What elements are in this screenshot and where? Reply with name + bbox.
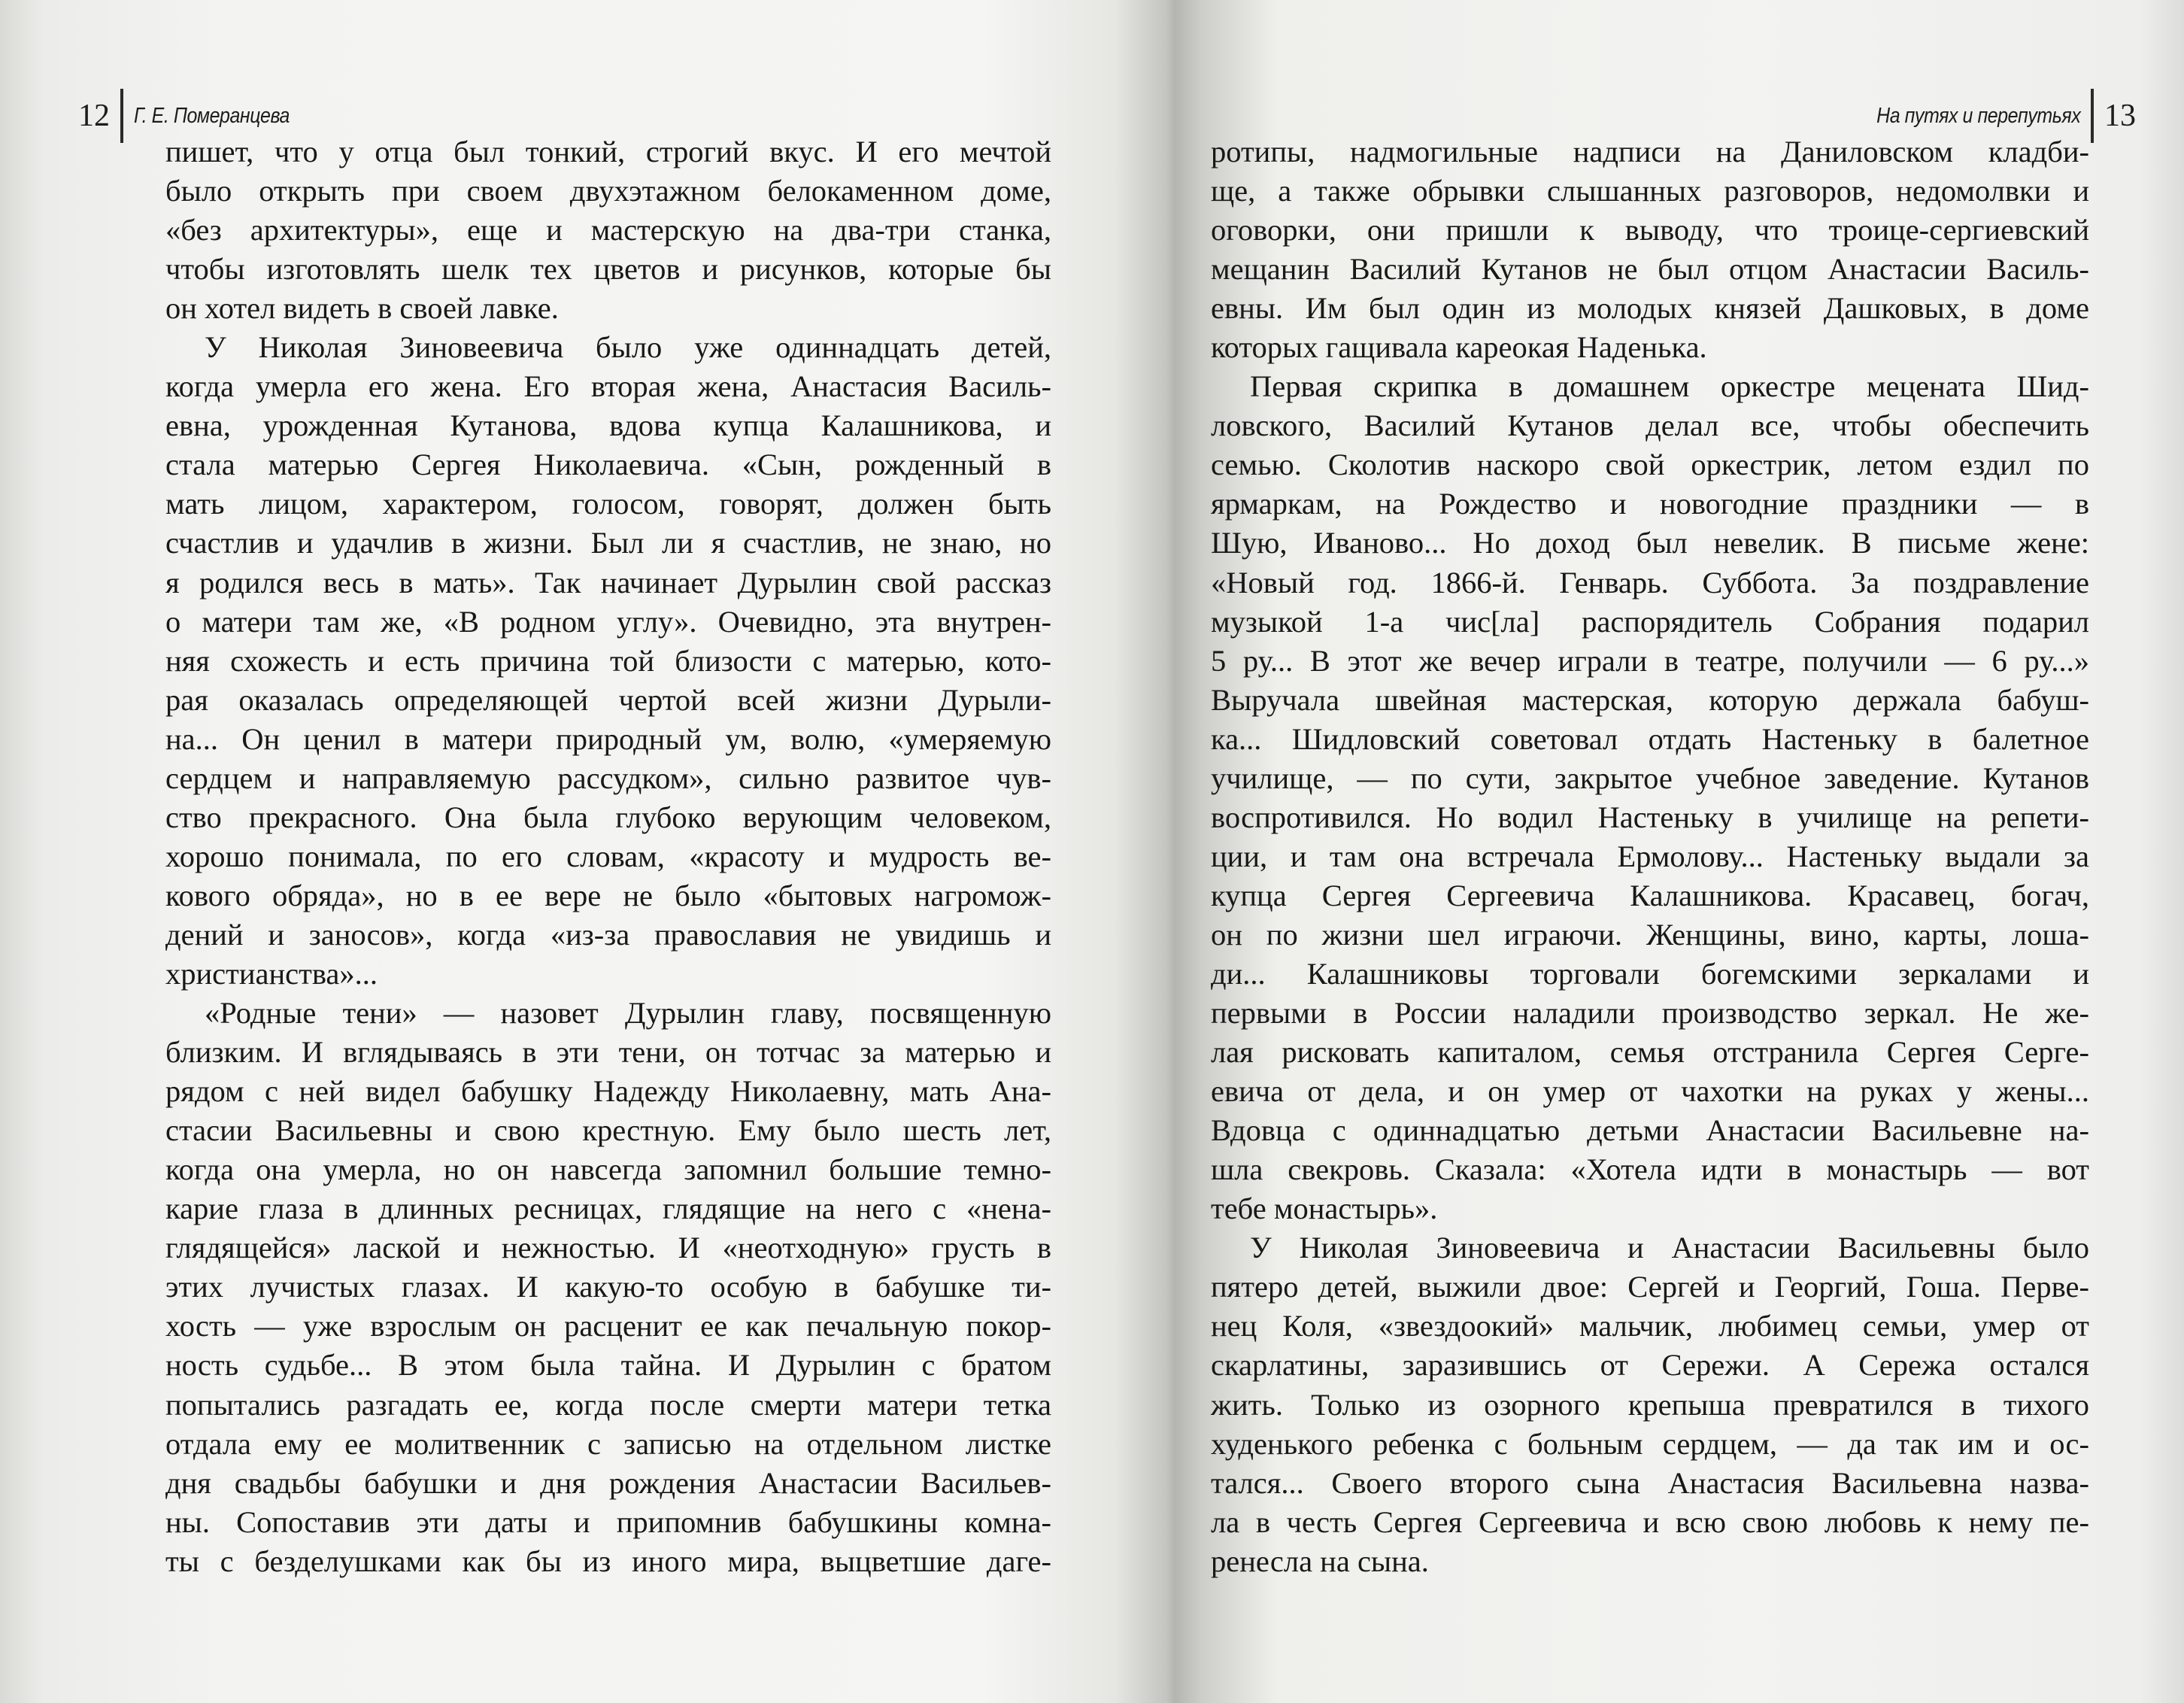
text-line: хорошо понимала, по его словам, «красоту и мудрость ве- <box>165 839 1051 873</box>
text-line: «Новый год. 1866-й. Генварь. Суббота. За поздравление <box>1211 565 2089 600</box>
right-running-head-title: На путях и перепутьях <box>1876 103 2080 128</box>
left-head-rule <box>120 89 123 143</box>
text-line: «Родные тени» — назовет Дурылин главу, посвященную <box>205 996 1051 1031</box>
text-line: кового обряда», но в ее вере не было «бытовых нагромож- <box>165 878 1051 912</box>
text-line: пишет, что у отца был тонкий, строгий вкус. И его мечтой <box>165 135 1051 168</box>
text-line: он хотел видеть в своей лавке. <box>165 291 559 326</box>
text-line: воспротивился. Но водил Настеньку в училище на репети- <box>1211 800 2089 834</box>
text-line: о матери там же, «В родном углу». Очевидно, эта внутрен- <box>165 604 1051 639</box>
text-line: ди... Калашниковы торговали богемскими зеркалами и <box>1211 956 2089 991</box>
right-page-number: 13 <box>2104 99 2136 133</box>
text-line: нец Коля, «звездоокий» мальчик, любимец семьи, умер от <box>1211 1309 2089 1343</box>
text-line: тебе монастырь». <box>1211 1191 1438 1226</box>
text-line: когда умерла его жена. Его вторая жена, Анастасия Василь- <box>165 369 1051 404</box>
text-line: сердцем и направляемую рассудком», сильно развитое чув- <box>165 760 1051 795</box>
text-line: ка... Шидловский советовал отдать Настеньку в балетное <box>1211 721 2089 756</box>
left-page-body-text <box>165 132 1051 1581</box>
text-line: стала матерью Сергея Николаевича. «Сын, рожденный в <box>165 448 1051 482</box>
text-line: Шую, Иваново... Но доход был невелик. В письме жене: <box>1211 526 2089 560</box>
text-line: счастлив и удачлив в жизни. Был ли я счастлив, не знаю, но <box>165 526 1051 560</box>
text-line: когда она умерла, но он навсегда запомнил большие темно- <box>165 1152 1051 1187</box>
text-line: было открыть при своем двухэтажном белокаменном доме, <box>165 174 1051 208</box>
text-line: чтобы изготовлять шелк тех цветов и рисунков, которые бы <box>165 252 1051 287</box>
text-line: ство прекрасного. Она была глубоко верующим человеком, <box>165 800 1051 834</box>
text-line: музыкой 1-а чис[ла] распорядитель Собрания подарил <box>1211 604 2089 639</box>
right-head-rule <box>2091 89 2094 143</box>
text-line: которых гащивала кареокая Наденька. <box>1211 330 1707 365</box>
text-line: дений и заносов», когда «из-за православия не увидишь и <box>165 917 1051 952</box>
text-line: жить. Только из озорного крепыша превратился в тихого <box>1211 1387 2089 1422</box>
text-line: семью. Сколотив наскоро свой оркестрик, летом ездил по <box>1211 448 2089 482</box>
text-line: хость — уже взрослым он расценит ее как печальную покор- <box>165 1309 1051 1343</box>
text-line: лая рисковать капиталом, семья отстранила Сергея Серге- <box>1211 1035 2089 1070</box>
text-line: рядом с ней видел бабушку Надежду Николаевну, мать Ана- <box>165 1074 1051 1109</box>
text-line: ще, а также обрывки слышанных разговоров, недомолвки и <box>1211 174 2089 208</box>
text-line: ции, и там она встречала Ермолову... Настеньку выдали за <box>1211 839 2089 873</box>
text-line: ярмаркам, на Рождество и новогодние праздники — в <box>1211 487 2089 521</box>
text-line: ла в честь Сергея Сергеевича и всю свою любовь к нему пе- <box>1211 1504 2089 1539</box>
text-line: евна, урожденная Кутанова, вдова купца Калашникова, и <box>165 408 1051 443</box>
text-line: карие глаза в длинных ресницах, глядящие на него с «нена- <box>165 1191 1051 1226</box>
text-line: 5 ру... В этот же вечер играли в театре, получили — 6 ру...» <box>1211 643 2089 678</box>
text-line: училище, — по сути, закрытое учебное заведение. Кутанов <box>1211 760 2089 795</box>
text-line: У Николая Зиновеевича было уже одиннадцать детей, <box>205 330 1051 365</box>
text-line: ность судьбе... В этом была тайна. И Дурылин с братом <box>165 1348 1051 1383</box>
text-line: я родился весь в мать». Так начинает Дурылин свой рассказ <box>165 565 1051 600</box>
text-line: отдала ему ее молитвенник с записью на отдельном листке <box>165 1426 1051 1461</box>
text-line: Выручала швейная мастерская, которую держала бабуш- <box>1211 682 2089 717</box>
text-line: оговорки, они пришли к выводу, что троице-сергиевский <box>1211 213 2089 247</box>
text-line: мещанин Василий Кутанов не был отцом Анастасии Василь- <box>1211 252 2089 287</box>
text-line: на... Он ценил в матери природный ум, волю, «умеряемую <box>165 721 1051 756</box>
text-line: мать лицом, характером, голосом, говорят, должен быть <box>165 487 1051 521</box>
text-line: евны. Им был один из молодых князей Дашковых, в доме <box>1211 291 2089 326</box>
text-line: этих лучистых глазах. И какую-то особую в бабушке ти- <box>165 1270 1051 1304</box>
text-line: рая оказалась определяющей чертой всей жизни Дурыли- <box>165 682 1051 717</box>
text-line: первыми в России наладили производство зеркал. Не же- <box>1211 996 2089 1031</box>
text-line: ловского, Василий Кутанов делал все, чтобы обеспечить <box>1211 408 2089 443</box>
text-line: ны. Сопоставив эти даты и припомнив бабушкины комна- <box>165 1504 1051 1539</box>
text-line: Первая скрипка в домашнем оркестре мецената Шид- <box>1250 369 2089 404</box>
left-page-number: 12 <box>78 99 110 133</box>
text-line: шла свекровь. Сказала: «Хотела идти в монастырь — вот <box>1211 1152 2089 1187</box>
text-line: ренесла на сына. <box>1211 1544 1429 1578</box>
text-line: близким. И вглядываясь в эти тени, он тотчас за матерью и <box>165 1035 1051 1070</box>
right-page-body-text <box>1211 132 2089 1581</box>
text-line: «без архитектуры», еще и мастерскую на два-три станка, <box>165 213 1051 247</box>
text-line: попытались разгадать ее, когда после смерти матери тетка <box>165 1387 1051 1422</box>
text-line: Вдовца с одиннадцатью детьми Анастасии Васильевне на- <box>1211 1113 2089 1148</box>
text-line: ты с безделушками как бы из иного мира, выцветшие даге- <box>165 1544 1051 1578</box>
text-line: он по жизни шел играючи. Женщины, вино, карты, лоша- <box>1211 917 2089 952</box>
text-line: дня свадьбы бабушки и дня рождения Анастасии Васильев- <box>165 1465 1051 1500</box>
text-line: ротипы, надмогильные надписи на Даниловском кладби- <box>1211 135 2089 168</box>
left-running-head-title: Г. Е. Померанцева <box>134 103 290 128</box>
right-page <box>1158 0 2184 1703</box>
text-line: купца Сергея Сергеевича Калашникова. Красавец, богач, <box>1211 878 2089 912</box>
text-line: худенького ребенка с больным сердцем, — да так им и ос- <box>1211 1426 2089 1461</box>
text-line: стасии Васильевны и свою крестную. Ему было шесть лет, <box>165 1113 1051 1148</box>
text-line: глядящейся» лаской и нежностью. И «неотходную» грусть в <box>165 1231 1051 1265</box>
text-line: христианства»... <box>165 956 378 991</box>
text-line: няя схожесть и есть причина той близости с матерью, кото- <box>165 643 1051 678</box>
text-line: тался... Своего второго сына Анастасия Васильевна назва- <box>1211 1465 2089 1500</box>
text-line: пятеро детей, выжили двое: Сергей и Георгий, Гоша. Перве- <box>1211 1270 2089 1304</box>
text-line: скарлатины, заразившись от Сережи. А Сережа остался <box>1211 1348 2089 1383</box>
text-line: У Николая Зиновеевича и Анастасии Васильевны было <box>1250 1231 2089 1265</box>
text-line: евича от дела, и он умер от чахотки на руках у жены... <box>1211 1074 2089 1109</box>
